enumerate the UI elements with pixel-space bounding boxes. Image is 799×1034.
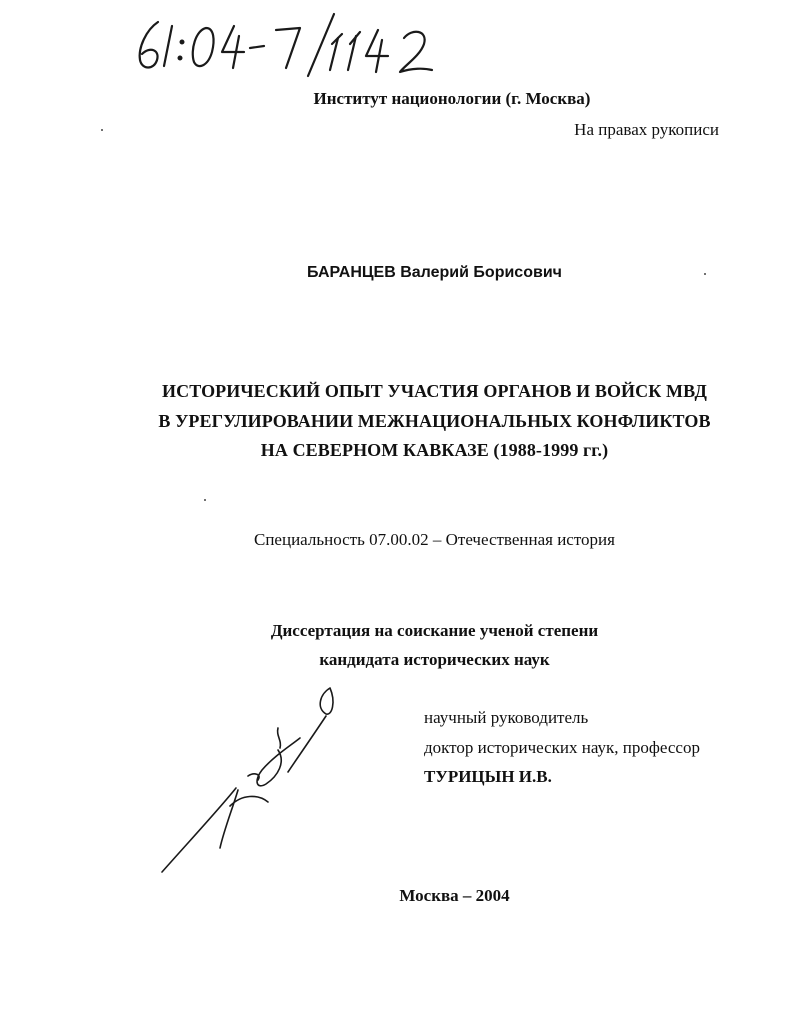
scan-speck bbox=[704, 273, 706, 275]
handwritten-archive-number bbox=[120, 8, 500, 78]
thesis-title-line-3: НА СЕВЕРНОМ КАВКАЗЕ (1988-1999 гг.) bbox=[260, 440, 609, 460]
degree-statement-line-2: кандидата исторических наук bbox=[319, 650, 550, 669]
supervisor-name: ТУРИЦЫН И.В. bbox=[424, 767, 552, 786]
degree-statement-line-1: Диссертация на соискание ученой степени bbox=[270, 621, 599, 640]
supervisor-role: научный руководитель bbox=[424, 708, 589, 727]
scan-speck bbox=[101, 129, 103, 131]
institute-name: Институт национологии (г. Москва) bbox=[313, 89, 591, 108]
scan-speck bbox=[204, 499, 206, 501]
thesis-title-line-1: ИСТОРИЧЕСКИЙ ОПЫТ УЧАСТИЯ ОРГАНОВ И ВОЙСК МВД bbox=[162, 381, 707, 401]
author-name: БАРАНЦЕВ Валерий Борисович bbox=[307, 264, 562, 281]
handwritten-signature bbox=[150, 680, 350, 875]
specialty-line: Специальность 07.00.02 – Отечественная история bbox=[254, 530, 615, 549]
manuscript-rights-note: На правах рукописи bbox=[574, 120, 719, 139]
thesis-title-line-2: В УРЕГУЛИРОВАНИИ МЕЖНАЦИОНАЛЬНЫХ КОНФЛИКТОВ bbox=[158, 411, 711, 431]
supervisor-degree: доктор исторических наук, профессор bbox=[424, 738, 700, 757]
city-year: Москва – 2004 bbox=[399, 886, 510, 905]
